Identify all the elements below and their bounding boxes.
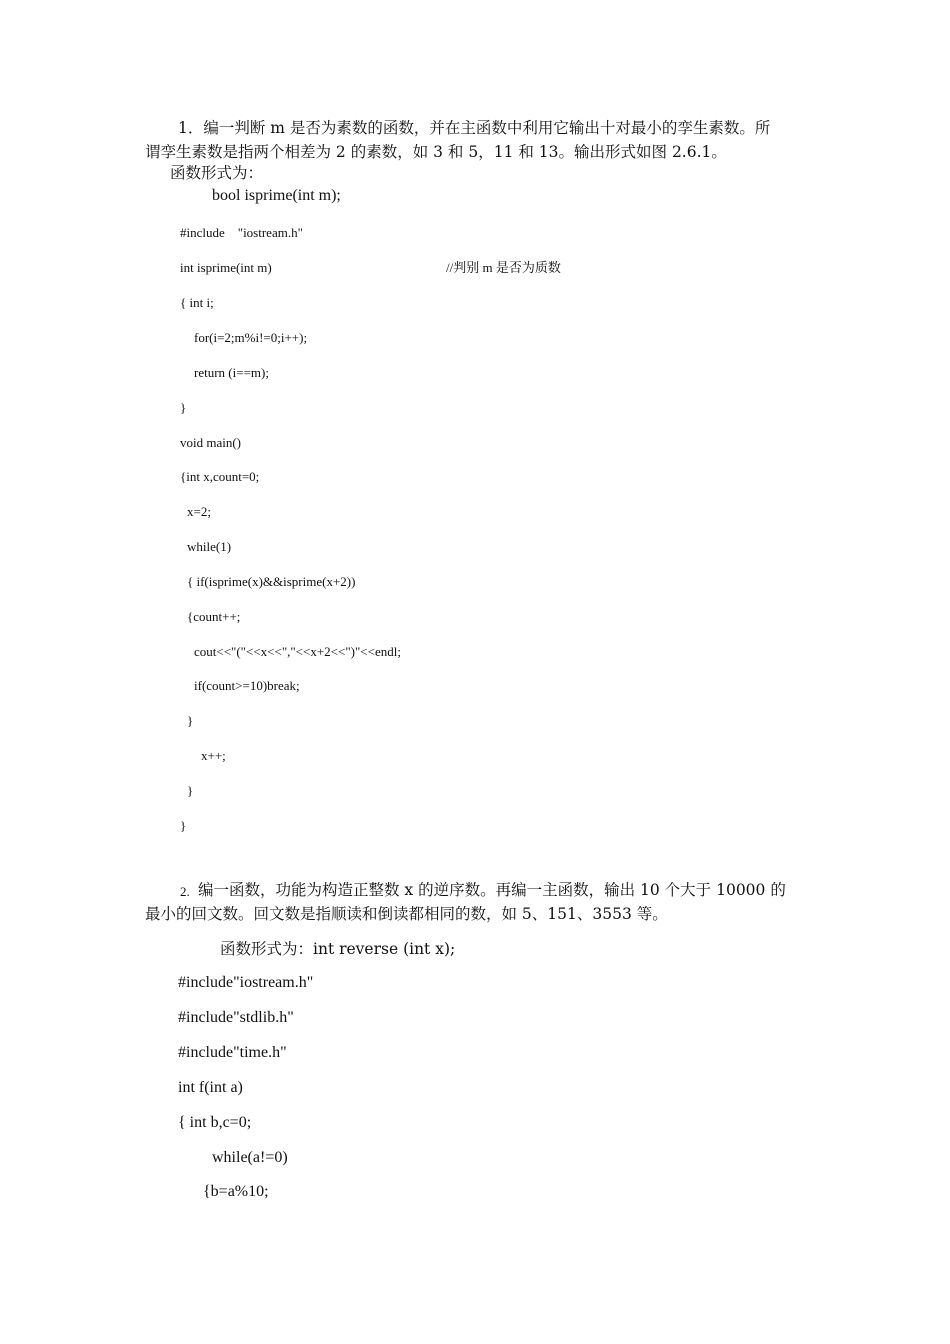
problem2-form-label: 函数形式为：int reverse (int x); bbox=[220, 940, 456, 958]
problem1-form-label: 函数形式为： bbox=[170, 164, 264, 182]
code-line: { int b,c=0; bbox=[178, 1114, 252, 1131]
code-line: } bbox=[187, 783, 194, 798]
code-line: for(i=2;m%i!=0;i++); bbox=[194, 330, 308, 345]
code-line: #include"iostream.h" bbox=[178, 974, 314, 991]
problem1-signature: bool isprime(int m); bbox=[212, 187, 341, 204]
problem1-line1: 1．编一判断 m 是否为素数的函数，并在主函数中利用它输出十对最小的孪生素数。所 bbox=[178, 119, 771, 137]
code-line: } bbox=[180, 400, 187, 415]
code-line: } bbox=[187, 713, 194, 728]
code-line: while(1) bbox=[187, 539, 232, 554]
code-line: while(a!=0) bbox=[212, 1149, 288, 1166]
code-line: } bbox=[180, 818, 187, 833]
problem1-line2: 谓孪生素数是指两个相差为 2 的素数，如 3 和 5，11 和 13。输出形式如图 2.6.1。 bbox=[145, 143, 727, 161]
code-line: cout<<"("<<x<<","<<x+2<<")"<<endl; bbox=[194, 644, 401, 659]
code-line: {count++; bbox=[187, 609, 241, 624]
problem2-number: 2. bbox=[180, 884, 190, 899]
code-line: int f(int a) bbox=[178, 1079, 243, 1096]
code-line: x++; bbox=[201, 748, 226, 763]
problem2-line1: 编一函数，功能为构造正整数 x 的逆序数。再编一主函数，输出 10 个大于 10000 的 bbox=[198, 881, 786, 899]
code-line: void main() bbox=[180, 435, 242, 450]
code-line: if(count>=10)break; bbox=[194, 678, 300, 693]
code-line: { if(isprime(x)&&isprime(x+2)) bbox=[187, 574, 356, 589]
code-line: #include"time.h" bbox=[178, 1044, 287, 1061]
code-line: { int i; bbox=[180, 295, 214, 310]
code-line: {int x,count=0; bbox=[180, 469, 260, 484]
code-line: {b=a%10; bbox=[203, 1183, 269, 1200]
problem2-line2: 最小的回文数。回文数是指顺读和倒读都相同的数，如 5、151、3553 等。 bbox=[145, 905, 668, 923]
code-line: x=2; bbox=[187, 504, 211, 519]
code-line: int isprime(int m) bbox=[180, 260, 272, 275]
code-line: #include "iostream.h" bbox=[180, 225, 303, 240]
code-line: return (i==m); bbox=[194, 365, 269, 380]
code-comment: //判别 m 是否为质数 bbox=[446, 260, 561, 275]
code-line: #include"stdlib.h" bbox=[178, 1009, 294, 1026]
